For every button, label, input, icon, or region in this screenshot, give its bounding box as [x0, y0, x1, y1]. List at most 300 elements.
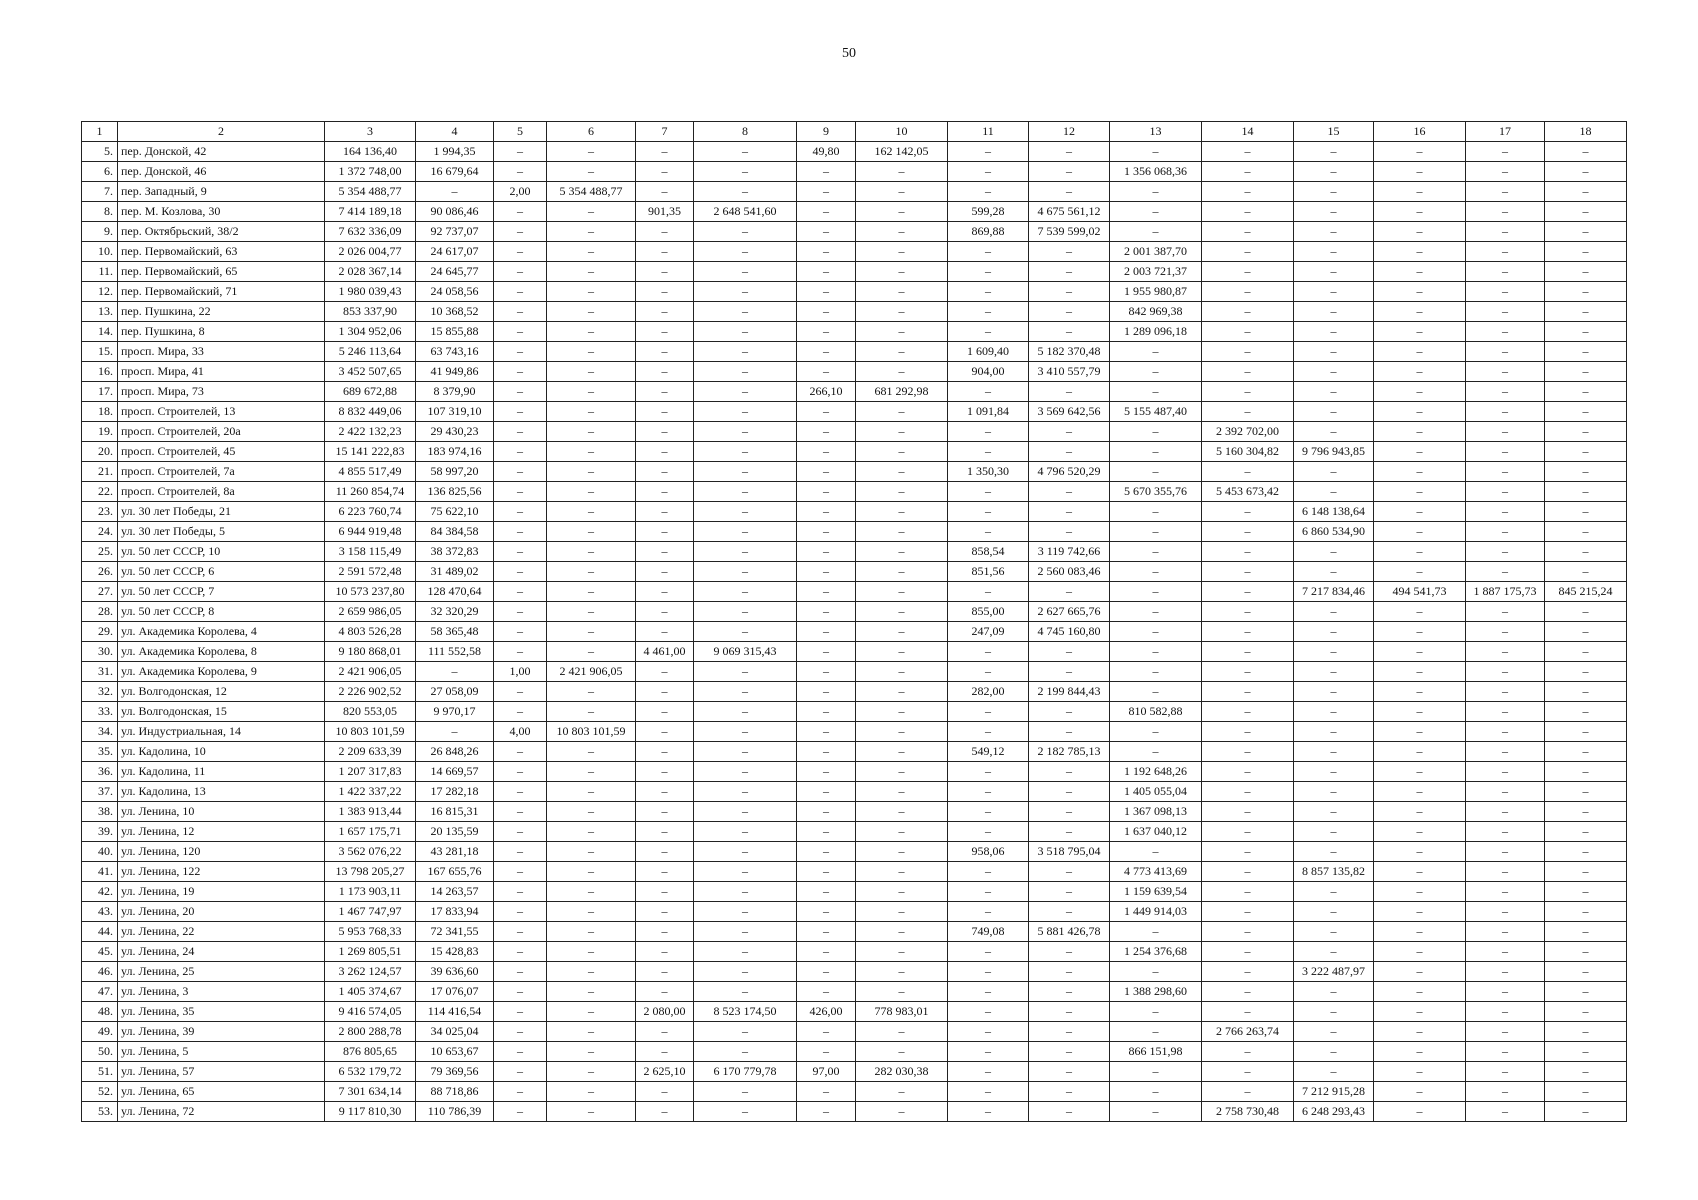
value-cell: – [797, 762, 856, 782]
value-cell: – [494, 922, 547, 942]
value-cell: 2 182 785,13 [1029, 742, 1110, 762]
value-cell: – [1294, 1042, 1374, 1062]
value-cell: – [1374, 882, 1466, 902]
value-cell: – [797, 942, 856, 962]
value-cell: 2 800 288,78 [325, 1022, 416, 1042]
value-cell: – [1294, 362, 1374, 382]
row-number-cell: 21. [82, 462, 118, 482]
value-cell: – [797, 742, 856, 762]
address-cell: ул. Ленина, 25 [118, 962, 325, 982]
value-cell: – [694, 742, 797, 762]
value-cell: – [1202, 742, 1294, 762]
value-cell: – [1110, 342, 1202, 362]
value-cell: 8 523 174,50 [694, 1002, 797, 1022]
value-cell: 4 803 526,28 [325, 622, 416, 642]
table-row [82, 362, 1627, 382]
value-cell: – [797, 782, 856, 802]
value-cell: 10 573 237,80 [325, 582, 416, 602]
value-cell: 3 562 076,22 [325, 842, 416, 862]
value-cell: – [547, 1042, 636, 1062]
value-cell: – [856, 322, 948, 342]
column-header-11: 11 [948, 122, 1029, 142]
value-cell: – [1466, 222, 1545, 242]
address-cell: ул. Индустриальная, 14 [118, 722, 325, 742]
value-cell: – [1374, 982, 1466, 1002]
table-row [82, 702, 1627, 722]
value-cell: – [948, 442, 1029, 462]
row-number-cell: 14. [82, 322, 118, 342]
value-cell: – [1374, 402, 1466, 422]
value-cell: – [1294, 1022, 1374, 1042]
value-cell: 2 226 902,52 [325, 682, 416, 702]
value-cell: – [547, 862, 636, 882]
value-cell: – [856, 1102, 948, 1122]
row-number-cell: 44. [82, 922, 118, 942]
value-cell: – [494, 782, 547, 802]
value-cell: – [694, 422, 797, 442]
value-cell: – [1110, 842, 1202, 862]
value-cell: – [494, 142, 547, 162]
value-cell: – [494, 1002, 547, 1022]
value-cell: 7 217 834,46 [1294, 582, 1374, 602]
value-cell: 851,56 [948, 562, 1029, 582]
value-cell: – [694, 402, 797, 422]
value-cell: – [694, 362, 797, 382]
value-cell: – [797, 602, 856, 622]
value-cell: – [1029, 1082, 1110, 1102]
value-cell: – [694, 702, 797, 722]
value-cell: – [694, 582, 797, 602]
value-cell: – [1374, 542, 1466, 562]
row-number-cell: 15. [82, 342, 118, 362]
value-cell: 164 136,40 [325, 142, 416, 162]
value-cell: – [1374, 822, 1466, 842]
value-cell: – [636, 462, 694, 482]
value-cell: – [1029, 822, 1110, 842]
value-cell: 3 158 115,49 [325, 542, 416, 562]
value-cell: – [1466, 602, 1545, 622]
value-cell: – [856, 902, 948, 922]
value-cell: 1 159 639,54 [1110, 882, 1202, 902]
value-cell: 1 383 913,44 [325, 802, 416, 822]
row-number-cell: 26. [82, 562, 118, 582]
value-cell: 866 151,98 [1110, 1042, 1202, 1062]
row-number-cell: 38. [82, 802, 118, 822]
value-cell: – [1029, 1002, 1110, 1022]
value-cell: – [694, 282, 797, 302]
value-cell: – [547, 282, 636, 302]
value-cell: – [1110, 522, 1202, 542]
value-cell: – [1545, 1002, 1627, 1022]
value-cell: – [694, 842, 797, 862]
value-cell: – [948, 302, 1029, 322]
value-cell: – [856, 762, 948, 782]
value-cell: – [547, 1062, 636, 1082]
row-number-cell: 40. [82, 842, 118, 862]
value-cell: 1 637 040,12 [1110, 822, 1202, 842]
value-cell: – [856, 922, 948, 942]
value-cell: – [1466, 762, 1545, 782]
value-cell: – [547, 502, 636, 522]
value-cell: – [1374, 762, 1466, 782]
address-cell: просп. Строителей, 13 [118, 402, 325, 422]
value-cell: – [547, 562, 636, 582]
value-cell: – [1110, 642, 1202, 662]
value-cell: – [1466, 622, 1545, 642]
value-cell: – [1029, 142, 1110, 162]
value-cell: – [1374, 902, 1466, 922]
value-cell: 1 350,30 [948, 462, 1029, 482]
address-cell: ул. Ленина, 5 [118, 1042, 325, 1062]
value-cell: – [494, 822, 547, 842]
value-cell: – [1202, 602, 1294, 622]
value-cell: – [547, 222, 636, 242]
value-cell: – [948, 262, 1029, 282]
value-cell: – [636, 922, 694, 942]
value-cell: – [797, 282, 856, 302]
value-cell: 2 392 702,00 [1202, 422, 1294, 442]
value-cell: 5 246 113,64 [325, 342, 416, 362]
value-cell: – [1029, 522, 1110, 542]
register-table [81, 121, 1627, 1122]
value-cell: – [856, 222, 948, 242]
value-cell: – [1466, 402, 1545, 422]
value-cell: – [636, 502, 694, 522]
address-cell: ул. Академика Королева, 4 [118, 622, 325, 642]
value-cell: – [1545, 522, 1627, 542]
value-cell: – [1202, 722, 1294, 742]
table-row [82, 1022, 1627, 1042]
column-header-4: 4 [416, 122, 494, 142]
table-row [82, 982, 1627, 1002]
value-cell: – [1029, 882, 1110, 902]
row-number-cell: 10. [82, 242, 118, 262]
value-cell: – [948, 182, 1029, 202]
value-cell: – [948, 282, 1029, 302]
value-cell: – [1374, 1022, 1466, 1042]
row-number-cell: 53. [82, 1102, 118, 1122]
value-cell: – [416, 662, 494, 682]
value-cell: – [1374, 722, 1466, 742]
row-number-cell: 27. [82, 582, 118, 602]
value-cell: 2 659 986,05 [325, 602, 416, 622]
value-cell: 1 980 039,43 [325, 282, 416, 302]
value-cell: – [948, 1062, 1029, 1082]
value-cell: 549,12 [948, 742, 1029, 762]
value-cell: – [1202, 922, 1294, 942]
value-cell: – [1545, 762, 1627, 782]
value-cell: – [948, 1102, 1029, 1122]
value-cell: – [1545, 642, 1627, 662]
row-number-cell: 16. [82, 362, 118, 382]
address-cell: пер. Западный, 9 [118, 182, 325, 202]
value-cell: – [1202, 342, 1294, 362]
table-row [82, 642, 1627, 662]
row-number-cell: 9. [82, 222, 118, 242]
value-cell: 1 422 337,22 [325, 782, 416, 802]
table-row [82, 1082, 1627, 1102]
value-cell: 6 148 138,64 [1294, 502, 1374, 522]
value-cell: – [1294, 882, 1374, 902]
value-cell: – [797, 882, 856, 902]
value-cell: – [1374, 622, 1466, 642]
value-cell: 4 796 520,29 [1029, 462, 1110, 482]
value-cell: – [1110, 222, 1202, 242]
value-cell: – [797, 442, 856, 462]
table-row [82, 1062, 1627, 1082]
value-cell: 1 467 747,97 [325, 902, 416, 922]
value-cell: 3 569 642,56 [1029, 402, 1110, 422]
value-cell: – [1374, 962, 1466, 982]
value-cell: 2 625,10 [636, 1062, 694, 1082]
value-cell: – [856, 602, 948, 622]
value-cell: – [948, 1082, 1029, 1102]
row-number-cell: 28. [82, 602, 118, 622]
value-cell: – [856, 342, 948, 362]
value-cell: – [1202, 642, 1294, 662]
value-cell: – [856, 442, 948, 462]
value-cell: 820 553,05 [325, 702, 416, 722]
value-cell: – [1294, 682, 1374, 702]
row-number-cell: 8. [82, 202, 118, 222]
value-cell: – [1545, 482, 1627, 502]
value-cell: – [494, 202, 547, 222]
value-cell: – [547, 742, 636, 762]
value-cell: – [1202, 582, 1294, 602]
value-cell: 9 117 810,30 [325, 1102, 416, 1122]
value-cell: – [1294, 1002, 1374, 1022]
value-cell: – [856, 482, 948, 502]
value-cell: – [797, 402, 856, 422]
value-cell: – [797, 922, 856, 942]
value-cell: – [1110, 742, 1202, 762]
value-cell: – [1545, 442, 1627, 462]
value-cell: – [1545, 422, 1627, 442]
row-number-cell: 48. [82, 1002, 118, 1022]
value-cell: – [948, 162, 1029, 182]
value-cell: – [948, 382, 1029, 402]
value-cell: – [1294, 642, 1374, 662]
value-cell: – [1294, 702, 1374, 722]
address-cell: пер. Первомайский, 71 [118, 282, 325, 302]
value-cell: – [1110, 182, 1202, 202]
value-cell: – [856, 162, 948, 182]
column-header-12: 12 [1029, 122, 1110, 142]
value-cell: – [694, 462, 797, 482]
value-cell: – [856, 722, 948, 742]
address-cell: пер. Первомайский, 65 [118, 262, 325, 282]
value-cell: – [547, 202, 636, 222]
value-cell: 20 135,59 [416, 822, 494, 842]
value-cell: 2 591 572,48 [325, 562, 416, 582]
value-cell: – [1110, 962, 1202, 982]
value-cell: – [1029, 382, 1110, 402]
value-cell: – [948, 242, 1029, 262]
value-cell: – [797, 902, 856, 922]
value-cell: – [636, 442, 694, 462]
value-cell: – [547, 902, 636, 922]
value-cell: 2 209 633,39 [325, 742, 416, 762]
row-number-cell: 52. [82, 1082, 118, 1102]
table-row [82, 422, 1627, 442]
value-cell: – [1202, 902, 1294, 922]
value-cell: – [494, 862, 547, 882]
value-cell: – [1029, 982, 1110, 1002]
value-cell: 426,00 [797, 1002, 856, 1022]
value-cell: 3 410 557,79 [1029, 362, 1110, 382]
value-cell: 32 320,29 [416, 602, 494, 622]
value-cell: – [1466, 782, 1545, 802]
value-cell: – [797, 582, 856, 602]
value-cell: – [1110, 362, 1202, 382]
value-cell: – [694, 762, 797, 782]
value-cell: – [1374, 922, 1466, 942]
value-cell: – [636, 622, 694, 642]
address-cell: ул. Ленина, 35 [118, 1002, 325, 1022]
value-cell: 49,80 [797, 142, 856, 162]
value-cell: 1 955 980,87 [1110, 282, 1202, 302]
value-cell: – [1545, 942, 1627, 962]
row-number-cell: 19. [82, 422, 118, 442]
value-cell: – [694, 1042, 797, 1062]
value-cell: 958,06 [948, 842, 1029, 862]
value-cell: – [494, 602, 547, 622]
value-cell: – [1294, 262, 1374, 282]
value-cell: – [1466, 942, 1545, 962]
value-cell: 4 675 561,12 [1029, 202, 1110, 222]
value-cell: 842 969,38 [1110, 302, 1202, 322]
value-cell: 1 405 055,04 [1110, 782, 1202, 802]
value-cell: – [636, 522, 694, 542]
value-cell: 876 805,65 [325, 1042, 416, 1062]
table-row [82, 162, 1627, 182]
row-number-cell: 5. [82, 142, 118, 162]
value-cell: – [1466, 1102, 1545, 1122]
column-header-15: 15 [1294, 122, 1374, 142]
value-cell: – [856, 182, 948, 202]
value-cell: – [1545, 982, 1627, 1002]
value-cell: – [1294, 942, 1374, 962]
value-cell: – [856, 802, 948, 822]
value-cell: – [1110, 682, 1202, 702]
value-cell: – [797, 1022, 856, 1042]
value-cell: – [1202, 142, 1294, 162]
value-cell: – [1202, 562, 1294, 582]
value-cell: 855,00 [948, 602, 1029, 622]
value-cell: 3 262 124,57 [325, 962, 416, 982]
value-cell: – [1202, 1082, 1294, 1102]
value-cell: – [494, 982, 547, 1002]
value-cell: – [797, 1102, 856, 1122]
value-cell: 1 405 374,67 [325, 982, 416, 1002]
value-cell: – [1029, 502, 1110, 522]
value-cell: – [547, 402, 636, 422]
value-cell: 15 428,83 [416, 942, 494, 962]
value-cell: – [948, 502, 1029, 522]
address-cell: ул. Кадолина, 11 [118, 762, 325, 782]
value-cell: – [1294, 602, 1374, 622]
value-cell: – [1294, 382, 1374, 402]
value-cell: – [856, 682, 948, 702]
value-cell: – [1374, 362, 1466, 382]
value-cell: – [636, 682, 694, 702]
value-cell: – [797, 702, 856, 722]
value-cell: – [494, 402, 547, 422]
row-number-cell: 32. [82, 682, 118, 702]
address-cell: ул. 30 лет Победы, 21 [118, 502, 325, 522]
value-cell: – [547, 682, 636, 702]
value-cell: – [494, 342, 547, 362]
address-cell: ул. Ленина, 20 [118, 902, 325, 922]
address-cell: ул. Ленина, 19 [118, 882, 325, 902]
address-cell: ул. Ленина, 39 [118, 1022, 325, 1042]
value-cell: – [1374, 662, 1466, 682]
value-cell: 88 718,86 [416, 1082, 494, 1102]
value-cell: 2 422 132,23 [325, 422, 416, 442]
value-cell: – [856, 522, 948, 542]
address-cell: ул. 50 лет СССР, 6 [118, 562, 325, 582]
value-cell: – [1545, 222, 1627, 242]
value-cell: – [1110, 142, 1202, 162]
value-cell: 5 160 304,82 [1202, 442, 1294, 462]
value-cell: – [1202, 242, 1294, 262]
value-cell: – [856, 742, 948, 762]
row-number-cell: 7. [82, 182, 118, 202]
value-cell: 72 341,55 [416, 922, 494, 942]
value-cell: – [694, 222, 797, 242]
address-cell: ул. Кадолина, 10 [118, 742, 325, 762]
value-cell: – [547, 162, 636, 182]
table-row [82, 142, 1627, 162]
value-cell: 39 636,60 [416, 962, 494, 982]
value-cell: – [856, 622, 948, 642]
value-cell: – [494, 262, 547, 282]
value-cell: 266,10 [797, 382, 856, 402]
value-cell: – [1466, 542, 1545, 562]
value-cell: – [1374, 1042, 1466, 1062]
value-cell: 2 766 263,74 [1202, 1022, 1294, 1042]
value-cell: – [1110, 442, 1202, 462]
value-cell: – [636, 422, 694, 442]
value-cell: – [494, 762, 547, 782]
value-cell: – [1110, 922, 1202, 942]
value-cell: – [1294, 782, 1374, 802]
value-cell: – [1202, 622, 1294, 642]
row-number-cell: 49. [82, 1022, 118, 1042]
value-cell: – [547, 622, 636, 642]
value-cell: 4,00 [494, 722, 547, 742]
value-cell: – [1374, 282, 1466, 302]
address-cell: просп. Строителей, 45 [118, 442, 325, 462]
value-cell: 1 289 096,18 [1110, 322, 1202, 342]
value-cell: – [1466, 482, 1545, 502]
value-cell: – [1110, 1002, 1202, 1022]
value-cell: – [1466, 282, 1545, 302]
value-cell: – [694, 442, 797, 462]
value-cell: – [1545, 622, 1627, 642]
value-cell: 128 470,64 [416, 582, 494, 602]
value-cell: – [1545, 1062, 1627, 1082]
value-cell: – [1110, 202, 1202, 222]
value-cell: 43 281,18 [416, 842, 494, 862]
value-cell: 27 058,09 [416, 682, 494, 702]
value-cell: – [547, 822, 636, 842]
value-cell: 84 384,58 [416, 522, 494, 542]
value-cell: – [1466, 142, 1545, 162]
row-number-cell: 31. [82, 662, 118, 682]
value-cell: – [636, 962, 694, 982]
value-cell: 810 582,88 [1110, 702, 1202, 722]
